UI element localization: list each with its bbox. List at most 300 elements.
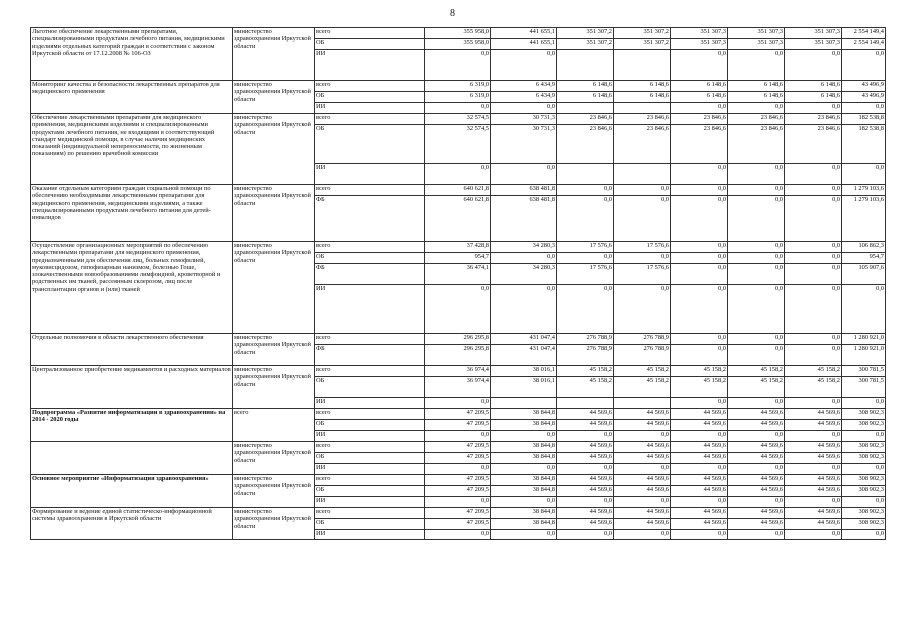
- table-row: [31, 442, 886, 453]
- amount-cell: 638 481,8: [491, 196, 557, 242]
- funding-source-cell: ОБ: [315, 377, 425, 398]
- activity-name: Осуществление организационных мероприятий по обеспечению лекарственными препаратами для медицинского применения, предназначенными для обеспечения лиц, больных гемофилией, муковисцидозом, гипофизарным нанизмом, болезнью Гоше, злокачественными новообразованиями лимфоидной, кроветворной и родственных им тканей, рассеянным склерозом, лиц после трансплантации органов и (или) тканей: [31, 242, 233, 334]
- amount-cell: [614, 50, 671, 81]
- amount-cell: 1 280 921,0: [842, 334, 886, 345]
- amount-cell: 0,0: [671, 164, 728, 185]
- amount-cell: 6 148,6: [671, 81, 728, 92]
- amount-cell: 44 569,6: [557, 475, 614, 486]
- amount-cell: 44 569,6: [614, 453, 671, 464]
- amount-cell: 431 047,4: [491, 345, 557, 366]
- amount-cell: 1 279 103,6: [842, 185, 886, 196]
- amount-cell: 0,0: [491, 253, 557, 264]
- funding-source-cell: ОБ: [315, 420, 425, 431]
- amount-cell: 105 907,6: [842, 264, 886, 285]
- amount-cell: 0,0: [614, 530, 671, 540]
- amount-cell: 44 569,6: [671, 486, 728, 497]
- amount-cell: 6 434,9: [491, 92, 557, 103]
- amount-cell: 0,0: [614, 285, 671, 334]
- funding-source-cell: ИИ: [315, 431, 425, 442]
- funding-source-cell: ФБ: [315, 196, 425, 242]
- amount-cell: 0,0: [728, 345, 785, 366]
- executor-cell: министерство здравоохранения Иркутской области: [233, 185, 315, 242]
- amount-cell: 0,0: [842, 103, 886, 114]
- amount-cell: 0,0: [728, 334, 785, 345]
- activity-name: [31, 442, 233, 475]
- amount-cell: 44 569,6: [671, 420, 728, 431]
- amount-cell: 954,7: [842, 253, 886, 264]
- amount-cell: 0,0: [728, 103, 785, 114]
- amount-cell: 640 621,8: [425, 196, 491, 242]
- amount-cell: 44 569,6: [785, 453, 842, 464]
- amount-cell: 351 307,3: [728, 28, 785, 39]
- amount-cell: 0,0: [785, 103, 842, 114]
- amount-cell: 308 902,3: [842, 519, 886, 530]
- amount-cell: 47 209,5: [425, 486, 491, 497]
- amount-cell: 182 538,8: [842, 114, 886, 125]
- amount-cell: [614, 164, 671, 185]
- amount-cell: 44 569,6: [557, 453, 614, 464]
- funding-source-cell: всего: [315, 366, 425, 377]
- amount-cell: 276 788,9: [614, 334, 671, 345]
- funding-source-cell: всего: [315, 475, 425, 486]
- amount-cell: 23 846,6: [557, 114, 614, 125]
- activity-name: Отдельные полномочия в области лекарственного обеспечения: [31, 334, 233, 366]
- amount-cell: 441 655,1: [491, 28, 557, 39]
- amount-cell: 0,0: [491, 50, 557, 81]
- amount-cell: 308 902,3: [842, 508, 886, 519]
- activity-name: Основное мероприятие «Информатизация здравоохранения»: [31, 475, 233, 508]
- activity-name: Подпрограмма «Развитие информатизации в здравоохранении» на 2014 - 2020 годы: [31, 409, 233, 442]
- amount-cell: 44 569,6: [785, 442, 842, 453]
- amount-cell: 638 481,8: [491, 185, 557, 196]
- amount-cell: 0,0: [728, 497, 785, 508]
- funding-source-cell: всего: [315, 508, 425, 519]
- amount-cell: 0,0: [785, 264, 842, 285]
- page-number: 8: [450, 8, 455, 19]
- activity-name: Льготное обеспечение лекарственными препаратами, специализированными продуктами лечебного питания, медицинскими изделиями отдельных категорий граждан в соответствии с законом Иркутской области от 17.12.2008 № 106-ОЗ: [31, 28, 233, 81]
- amount-cell: 6 148,6: [785, 81, 842, 92]
- amount-cell: 44 569,6: [557, 409, 614, 420]
- funding-source-cell: ИИ: [315, 50, 425, 81]
- table-row: [31, 81, 886, 92]
- amount-cell: 1 279 103,6: [842, 196, 886, 242]
- activity-name: Мониторинг качества и безопасности лекарственных препаратов для медицинского применения: [31, 81, 233, 114]
- amount-cell: 38 844,8: [491, 409, 557, 420]
- amount-cell: 44 569,6: [671, 442, 728, 453]
- amount-cell: 640 621,8: [425, 185, 491, 196]
- amount-cell: 276 788,9: [557, 334, 614, 345]
- amount-cell: 308 902,3: [842, 442, 886, 453]
- table-body: [31, 28, 886, 540]
- amount-cell: 0,0: [491, 530, 557, 540]
- amount-cell: 0,0: [671, 50, 728, 81]
- amount-cell: 0,0: [614, 431, 671, 442]
- funding-source-cell: ФБ: [315, 264, 425, 285]
- amount-cell: 23 846,6: [614, 125, 671, 164]
- amount-cell: 6 319,0: [425, 92, 491, 103]
- amount-cell: 182 538,8: [842, 125, 886, 164]
- amount-cell: 44 569,6: [785, 486, 842, 497]
- amount-cell: 296 295,8: [425, 345, 491, 366]
- amount-cell: 0,0: [842, 464, 886, 475]
- funding-source-cell: ОБ: [315, 253, 425, 264]
- amount-cell: 32 574,5: [425, 114, 491, 125]
- amount-cell: 45 158,2: [557, 366, 614, 377]
- amount-cell: 308 902,3: [842, 453, 886, 464]
- amount-cell: 355 958,0: [425, 39, 491, 50]
- funding-source-cell: всего: [315, 409, 425, 420]
- amount-cell: 6 148,6: [728, 81, 785, 92]
- amount-cell: 0,0: [491, 431, 557, 442]
- executor-cell: министерство здравоохранения Иркутской области: [233, 442, 315, 475]
- amount-cell: 38 016,1: [491, 366, 557, 377]
- amount-cell: 6 319,0: [425, 81, 491, 92]
- executor-cell: министерство здравоохранения Иркутской области: [233, 508, 315, 540]
- funding-source-cell: ИИ: [315, 398, 425, 409]
- amount-cell: 23 846,6: [785, 125, 842, 164]
- amount-cell: 0,0: [557, 185, 614, 196]
- amount-cell: 23 846,6: [671, 114, 728, 125]
- funding-source-cell: ОБ: [315, 39, 425, 50]
- amount-cell: 0,0: [671, 334, 728, 345]
- amount-cell: 17 576,6: [557, 264, 614, 285]
- amount-cell: 44 569,6: [785, 519, 842, 530]
- amount-cell: 45 158,2: [614, 366, 671, 377]
- amount-cell: 0,0: [557, 464, 614, 475]
- funding-source-cell: всего: [315, 442, 425, 453]
- amount-cell: 45 158,2: [785, 377, 842, 398]
- amount-cell: 36 474,1: [425, 264, 491, 285]
- amount-cell: 44 569,6: [728, 486, 785, 497]
- amount-cell: 0,0: [728, 164, 785, 185]
- amount-cell: [614, 103, 671, 114]
- amount-cell: 0,0: [728, 431, 785, 442]
- amount-cell: 0,0: [491, 285, 557, 334]
- amount-cell: 0,0: [425, 50, 491, 81]
- amount-cell: 2 554 149,4: [842, 28, 886, 39]
- table-row: [31, 508, 886, 519]
- table-row: [31, 185, 886, 196]
- amount-cell: 45 158,2: [728, 366, 785, 377]
- executor-cell: министерство здравоохранения Иркутской области: [233, 81, 315, 114]
- amount-cell: 0,0: [728, 464, 785, 475]
- amount-cell: 0,0: [728, 530, 785, 540]
- amount-cell: 0,0: [671, 431, 728, 442]
- amount-cell: 44 569,6: [557, 508, 614, 519]
- amount-cell: 0,0: [614, 185, 671, 196]
- funding-source-cell: ИИ: [315, 103, 425, 114]
- amount-cell: 44 569,6: [614, 420, 671, 431]
- funding-source-cell: ОБ: [315, 125, 425, 164]
- amount-cell: 32 574,5: [425, 125, 491, 164]
- amount-cell: 37 428,8: [425, 242, 491, 253]
- amount-cell: 2 554 149,4: [842, 39, 886, 50]
- amount-cell: 0,0: [785, 497, 842, 508]
- amount-cell: 38 844,8: [491, 475, 557, 486]
- funding-source-cell: всего: [315, 242, 425, 253]
- amount-cell: 0,0: [785, 530, 842, 540]
- amount-cell: 38 844,8: [491, 442, 557, 453]
- funding-source-cell: ФБ: [315, 345, 425, 366]
- funding-source-cell: ИИ: [315, 164, 425, 185]
- amount-cell: 0,0: [728, 196, 785, 242]
- amount-cell: 0,0: [842, 431, 886, 442]
- amount-cell: 0,0: [671, 464, 728, 475]
- amount-cell: 0,0: [671, 185, 728, 196]
- amount-cell: 38 844,8: [491, 453, 557, 464]
- amount-cell: 47 209,5: [425, 420, 491, 431]
- amount-cell: 44 569,6: [614, 519, 671, 530]
- amount-cell: 0,0: [671, 242, 728, 253]
- funding-source-cell: ИИ: [315, 285, 425, 334]
- amount-cell: 0,0: [728, 50, 785, 81]
- amount-cell: 0,0: [425, 530, 491, 540]
- amount-cell: 351 307,3: [728, 39, 785, 50]
- amount-cell: 45 158,2: [671, 377, 728, 398]
- amount-cell: 44 569,6: [671, 453, 728, 464]
- amount-cell: 44 569,6: [614, 442, 671, 453]
- funding-source-cell: всего: [315, 28, 425, 39]
- amount-cell: 296 295,8: [425, 334, 491, 345]
- amount-cell: 0,0: [671, 530, 728, 540]
- amount-cell: 351 307,3: [671, 39, 728, 50]
- amount-cell: 47 209,5: [425, 519, 491, 530]
- amount-cell: 0,0: [785, 242, 842, 253]
- amount-cell: 0,0: [842, 530, 886, 540]
- amount-cell: 300 781,5: [842, 366, 886, 377]
- amount-cell: 0,0: [842, 50, 886, 81]
- amount-cell: 45 158,2: [671, 366, 728, 377]
- funding-source-cell: ОБ: [315, 519, 425, 530]
- amount-cell: 44 569,6: [557, 442, 614, 453]
- table-row: [31, 409, 886, 420]
- amount-cell: 0,0: [728, 285, 785, 334]
- amount-cell: 0,0: [728, 253, 785, 264]
- amount-cell: 44 569,6: [728, 519, 785, 530]
- amount-cell: 0,0: [842, 164, 886, 185]
- funding-source-cell: ИИ: [315, 497, 425, 508]
- executor-cell: министерство здравоохранения Иркутской области: [233, 366, 315, 409]
- amount-cell: 47 209,5: [425, 453, 491, 464]
- amount-cell: 23 846,6: [671, 125, 728, 164]
- amount-cell: 38 844,8: [491, 519, 557, 530]
- amount-cell: 0,0: [614, 497, 671, 508]
- amount-cell: 45 158,2: [614, 377, 671, 398]
- amount-cell: 0,0: [671, 264, 728, 285]
- amount-cell: 0,0: [557, 497, 614, 508]
- amount-cell: 0,0: [425, 103, 491, 114]
- amount-cell: 44 569,6: [728, 475, 785, 486]
- amount-cell: 351 307,2: [614, 28, 671, 39]
- executor-cell: министерство здравоохранения Иркутской области: [233, 334, 315, 366]
- activity-name: Централизованное приобретение медикаментов и расходных материалов: [31, 366, 233, 409]
- funding-source-cell: всего: [315, 185, 425, 196]
- amount-cell: 0,0: [614, 196, 671, 242]
- amount-cell: 276 788,9: [557, 345, 614, 366]
- funding-source-cell: ИИ: [315, 530, 425, 540]
- amount-cell: 44 569,6: [785, 508, 842, 519]
- amount-cell: 23 846,6: [614, 114, 671, 125]
- amount-cell: 0,0: [491, 164, 557, 185]
- table-row: [31, 334, 886, 345]
- amount-cell: 43 496,9: [842, 92, 886, 103]
- amount-cell: 47 209,5: [425, 442, 491, 453]
- amount-cell: 44 569,6: [785, 475, 842, 486]
- amount-cell: 308 902,3: [842, 409, 886, 420]
- amount-cell: 17 576,6: [557, 242, 614, 253]
- table-row: [31, 475, 886, 486]
- amount-cell: 44 569,6: [557, 420, 614, 431]
- amount-cell: 23 846,6: [728, 125, 785, 164]
- amount-cell: 6 148,6: [557, 81, 614, 92]
- amount-cell: 0,0: [785, 285, 842, 334]
- amount-cell: 44 569,6: [728, 508, 785, 519]
- funding-source-cell: ОБ: [315, 92, 425, 103]
- amount-cell: 0,0: [425, 464, 491, 475]
- executor-cell: всего: [233, 409, 315, 442]
- amount-cell: 0,0: [785, 164, 842, 185]
- table-row: [31, 114, 886, 125]
- amount-cell: 44 569,6: [671, 519, 728, 530]
- amount-cell: 38 844,8: [491, 508, 557, 519]
- amount-cell: 0,0: [557, 196, 614, 242]
- amount-cell: 6 148,6: [728, 92, 785, 103]
- amount-cell: 47 209,5: [425, 409, 491, 420]
- amount-cell: 106 862,3: [842, 242, 886, 253]
- amount-cell: 44 569,6: [671, 475, 728, 486]
- amount-cell: 45 158,2: [728, 377, 785, 398]
- amount-cell: 0,0: [671, 103, 728, 114]
- executor-cell: министерство здравоохранения Иркутской области: [233, 242, 315, 334]
- amount-cell: 34 280,3: [491, 264, 557, 285]
- amount-cell: 44 569,6: [671, 409, 728, 420]
- amount-cell: 0,0: [557, 530, 614, 540]
- amount-cell: 0,0: [785, 398, 842, 409]
- amount-cell: 0,0: [785, 50, 842, 81]
- activity-name: Формирование и ведение единой статистическо-информационной системы здравоохранения в Иркутской области: [31, 508, 233, 540]
- amount-cell: 6 148,6: [671, 92, 728, 103]
- amount-cell: 44 569,6: [614, 508, 671, 519]
- amount-cell: 47 209,5: [425, 475, 491, 486]
- amount-cell: [557, 103, 614, 114]
- amount-cell: 0,0: [785, 253, 842, 264]
- amount-cell: 44 569,6: [728, 453, 785, 464]
- amount-cell: 30 731,3: [491, 125, 557, 164]
- activity-name: Оказание отдельным категориям граждан социальной помощи по обеспечению необходимыми лекарственными препаратами для медицинского применения, медицинскими изделиями, а также специализированными продуктами лечебного питания для детей-инвалидов: [31, 185, 233, 242]
- amount-cell: 0,0: [785, 431, 842, 442]
- amount-cell: 38 844,8: [491, 420, 557, 431]
- amount-cell: 0,0: [728, 398, 785, 409]
- amount-cell: 0,0: [614, 253, 671, 264]
- amount-cell: 6 148,6: [614, 81, 671, 92]
- amount-cell: 0,0: [671, 253, 728, 264]
- amount-cell: [491, 398, 557, 409]
- budget-table: [30, 27, 886, 540]
- amount-cell: 351 307,3: [785, 39, 842, 50]
- amount-cell: 6 434,9: [491, 81, 557, 92]
- amount-cell: 351 307,2: [557, 39, 614, 50]
- amount-cell: 6 148,6: [785, 92, 842, 103]
- funding-source-cell: всего: [315, 334, 425, 345]
- amount-cell: 0,0: [785, 185, 842, 196]
- amount-cell: 0,0: [557, 253, 614, 264]
- amount-cell: 355 958,0: [425, 28, 491, 39]
- amount-cell: 1 280 921,0: [842, 345, 886, 366]
- amount-cell: 0,0: [671, 345, 728, 366]
- activity-name: Обеспечение лекарственными препаратами для медицинского применения, медицинскими изделиями и специализированными продуктами лечебного питания, не входящими в соответствующий стандарт медицинской помощи, в случае наличия медицинских показаний (индивидуальной непереносимости, по жизненным показаниям) по решению врачебной комиссии: [31, 114, 233, 185]
- amount-cell: 38 844,8: [491, 486, 557, 497]
- amount-cell: 44 569,6: [614, 409, 671, 420]
- funding-source-cell: всего: [315, 114, 425, 125]
- amount-cell: 0,0: [842, 497, 886, 508]
- table-row: [31, 242, 886, 253]
- amount-cell: 23 846,6: [728, 114, 785, 125]
- amount-cell: 954,7: [425, 253, 491, 264]
- amount-cell: 0,0: [785, 464, 842, 475]
- amount-cell: 23 846,6: [557, 125, 614, 164]
- amount-cell: 34 280,3: [491, 242, 557, 253]
- amount-cell: 44 569,6: [614, 486, 671, 497]
- amount-cell: 38 016,1: [491, 377, 557, 398]
- funding-source-cell: ОБ: [315, 453, 425, 464]
- amount-cell: 23 846,6: [785, 114, 842, 125]
- amount-cell: 351 307,3: [671, 28, 728, 39]
- executor-cell: министерство здравоохранения Иркутской области: [233, 114, 315, 185]
- amount-cell: 17 576,6: [614, 264, 671, 285]
- amount-cell: 0,0: [728, 242, 785, 253]
- amount-cell: 44 569,6: [728, 409, 785, 420]
- amount-cell: 36 974,4: [425, 366, 491, 377]
- amount-cell: 308 902,3: [842, 486, 886, 497]
- amount-cell: 0,0: [557, 431, 614, 442]
- table-row: [31, 28, 886, 39]
- amount-cell: 44 569,6: [785, 409, 842, 420]
- amount-cell: 47 209,5: [425, 508, 491, 519]
- funding-source-cell: ОБ: [315, 486, 425, 497]
- amount-cell: 44 569,6: [671, 508, 728, 519]
- amount-cell: 17 576,6: [614, 242, 671, 253]
- amount-cell: 351 307,2: [557, 28, 614, 39]
- amount-cell: [557, 50, 614, 81]
- funding-source-cell: ИИ: [315, 464, 425, 475]
- amount-cell: 0,0: [491, 497, 557, 508]
- amount-cell: 308 902,3: [842, 475, 886, 486]
- amount-cell: 0,0: [425, 431, 491, 442]
- amount-cell: 0,0: [614, 464, 671, 475]
- amount-cell: 0,0: [671, 497, 728, 508]
- amount-cell: 0,0: [728, 185, 785, 196]
- amount-cell: 36 974,4: [425, 377, 491, 398]
- amount-cell: 276 788,9: [614, 345, 671, 366]
- amount-cell: 308 902,3: [842, 420, 886, 431]
- amount-cell: 431 047,4: [491, 334, 557, 345]
- executor-cell: министерство здравоохранения Иркутской области: [233, 475, 315, 508]
- amount-cell: 0,0: [425, 398, 491, 409]
- amount-cell: 0,0: [842, 398, 886, 409]
- table-row: [31, 366, 886, 377]
- amount-cell: 44 569,6: [728, 420, 785, 431]
- amount-cell: 351 307,3: [785, 28, 842, 39]
- amount-cell: 351 307,2: [614, 39, 671, 50]
- amount-cell: 0,0: [491, 464, 557, 475]
- amount-cell: 0,0: [671, 285, 728, 334]
- amount-cell: [557, 164, 614, 185]
- amount-cell: 44 569,6: [785, 420, 842, 431]
- amount-cell: [557, 398, 614, 409]
- amount-cell: 44 569,6: [557, 519, 614, 530]
- amount-cell: 0,0: [785, 345, 842, 366]
- amount-cell: 43 496,9: [842, 81, 886, 92]
